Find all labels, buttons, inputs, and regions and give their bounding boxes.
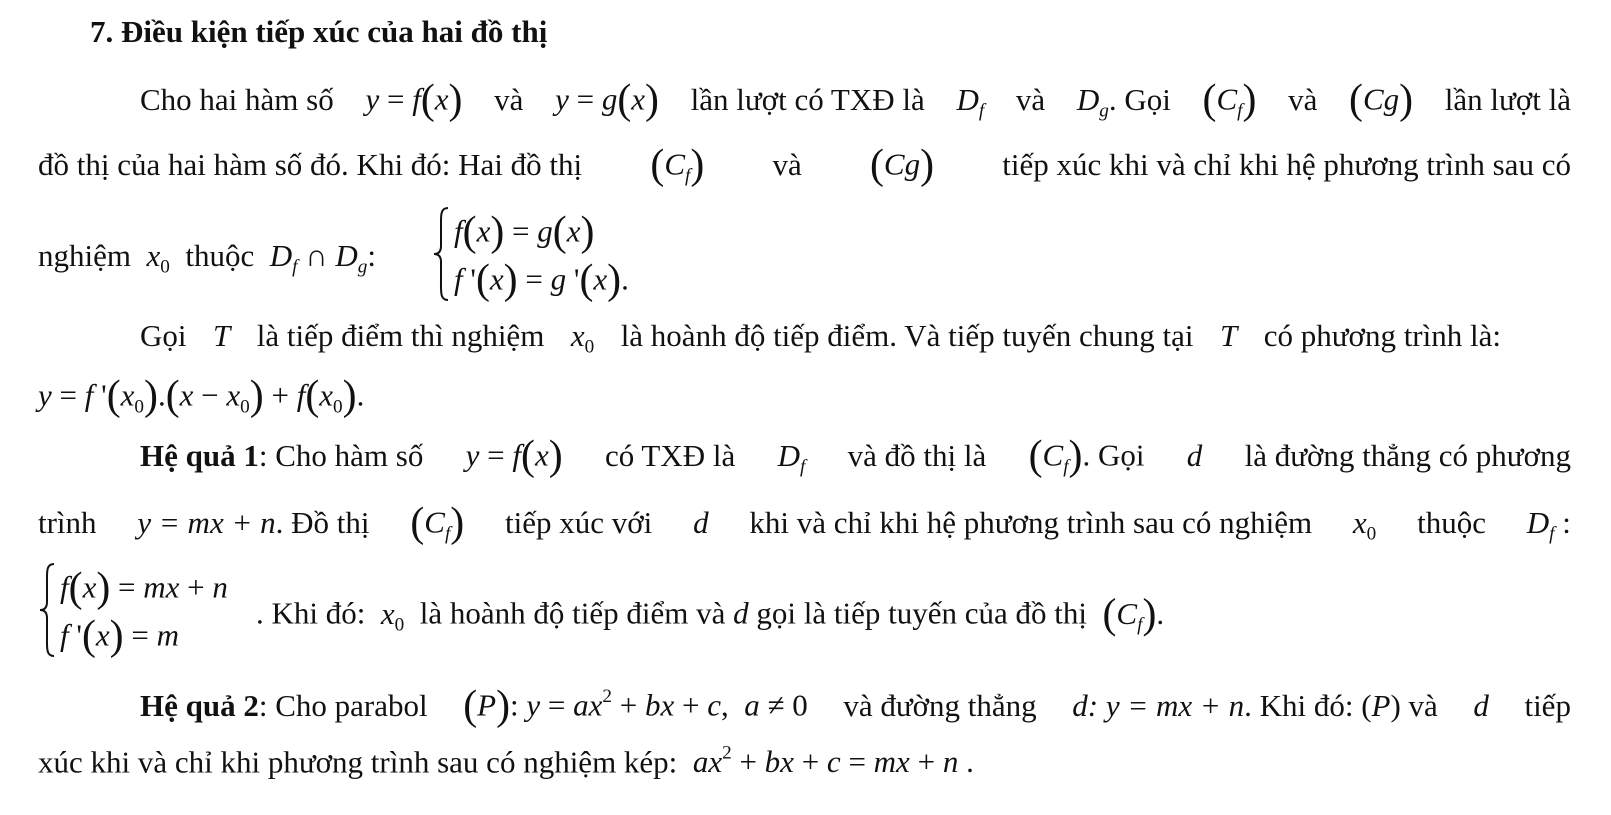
formula-x0: $x_0$ bbox=[1352, 504, 1377, 545]
formula-x0: $x_0$ bbox=[146, 238, 170, 278]
formula-Cf: $(C_f)$ bbox=[650, 142, 705, 188]
text: thuộc bbox=[185, 238, 255, 273]
text: xúc khi và chỉ khi phương trình sau có nghiệm kép: bbox=[38, 744, 678, 780]
label-he-qua-1: Hệ quả 1: Cho hàm số bbox=[140, 437, 424, 473]
system-1-row-1: f(x) = g(x) bbox=[454, 209, 595, 255]
formula-Df: $D_f$ : bbox=[1526, 504, 1571, 545]
text: gọi là tiếp tuyến của đồ thị bbox=[756, 595, 1087, 631]
equation-system-2 bbox=[38, 562, 268, 658]
formula-double-root: $ax^2$ + bx + c = mx + n . bbox=[692, 743, 974, 780]
formula-Cf: $(C_f)$ bbox=[1202, 77, 1257, 123]
formula-Cg: (Cg) bbox=[1349, 77, 1414, 123]
formula-x0: $x_0$ bbox=[570, 318, 595, 358]
system-2-row-2: f '(x) = m bbox=[60, 613, 179, 659]
formula-Df: $D_f$ bbox=[777, 437, 806, 478]
system-1-row-2: f '(x) = g '(x). bbox=[454, 257, 629, 303]
formula-Cf: $(C_f)$ bbox=[410, 500, 465, 546]
text: và bbox=[1288, 81, 1318, 117]
text: là hoành độ tiếp điểm và bbox=[419, 595, 726, 631]
text: khi và chỉ khi hệ phương trình sau có nghiệm bbox=[749, 504, 1313, 540]
text: và bbox=[1015, 81, 1046, 117]
paragraph-1-line-1 bbox=[140, 76, 1571, 124]
paragraph-3-line-1 bbox=[140, 432, 1571, 480]
text: lần lượt có TXĐ là bbox=[690, 81, 925, 117]
formula-Cf: $(C_f)$. bbox=[1102, 591, 1165, 637]
paragraph-1-line-2 bbox=[38, 141, 1571, 189]
text: trình bbox=[38, 504, 97, 540]
formula-line-eq: y = mx + n. Đồ thị bbox=[137, 504, 370, 540]
variable-d: d bbox=[733, 595, 749, 631]
paragraph-2-line-1 bbox=[140, 318, 1501, 359]
text: . Khi đó: bbox=[256, 595, 366, 631]
paragraph-4-line-2 bbox=[38, 743, 974, 780]
text: đồ thị của hai hàm số đó. Khi đó: Hai đồ thị bbox=[38, 146, 583, 182]
text: tiếp xúc khi và chỉ khi hệ phương trình sau có bbox=[1002, 146, 1571, 182]
text: lần lượt là bbox=[1444, 81, 1571, 117]
equation-system-1 bbox=[432, 206, 662, 302]
text: tiếp bbox=[1524, 687, 1571, 723]
formula-Cg: (Cg) bbox=[869, 142, 935, 188]
variable-d: d bbox=[1473, 687, 1489, 723]
variable-d: d bbox=[693, 504, 709, 540]
formula-y-f: y = f(x) bbox=[365, 77, 463, 123]
text: nghiệm bbox=[38, 238, 131, 273]
paragraph-4-line-1 bbox=[140, 682, 1571, 730]
formula-y-g: y = g(x) bbox=[555, 77, 659, 123]
text: tiếp xúc với bbox=[505, 504, 653, 540]
text: và bbox=[772, 146, 802, 182]
formula-y-f: y = f(x) bbox=[465, 433, 563, 479]
formula-Df: $D_f$ bbox=[956, 81, 985, 122]
text: là tiếp điểm thì nghiệm bbox=[256, 318, 545, 353]
variable-T: T bbox=[213, 318, 231, 353]
text: là đường thẳng có phương bbox=[1244, 437, 1571, 473]
variable-d: d bbox=[1186, 437, 1203, 473]
text: là hoành độ tiếp điểm. Và tiếp tuyến chung tại bbox=[620, 318, 1194, 353]
variable-T: T bbox=[1219, 318, 1238, 353]
text: và đường thẳng bbox=[843, 687, 1037, 723]
brace-icon bbox=[38, 562, 56, 658]
text: và đồ thị là bbox=[847, 437, 987, 473]
paragraph-3-line-2 bbox=[38, 499, 1571, 547]
label-he-qua-2: Hệ quả 2: Cho parabol bbox=[140, 687, 428, 723]
paragraph-3-line-3 bbox=[256, 590, 1164, 638]
formula-parabola: (P): $y = ax^2$ + bx + c, a ≠ 0 bbox=[463, 683, 808, 729]
text: Gọi bbox=[140, 318, 187, 353]
formula-Cf: $(C_f)$. Gọi bbox=[1028, 433, 1145, 479]
system-2-row-1: f(x) = mx + n bbox=[60, 565, 228, 611]
brace-icon bbox=[432, 206, 450, 302]
text: Cho hai hàm số bbox=[140, 81, 334, 117]
formula-line-d: d: y = mx + n. Khi đó: (P) và bbox=[1072, 687, 1438, 723]
text: có TXĐ là bbox=[604, 437, 736, 473]
text: thuộc bbox=[1417, 504, 1486, 540]
text: và bbox=[494, 81, 524, 117]
formula-x0: $x_0$ bbox=[380, 595, 405, 636]
formula-Dg: $D_g$. Gọi bbox=[1076, 81, 1171, 122]
paragraph-1-line-3: nghiệm $x_0$ thuộc $D_f$ ∩ $D_g$: bbox=[38, 238, 376, 278]
formula-Df-cap-Dg: $D_f$ ∩ $D_g$ bbox=[269, 238, 368, 278]
tangent-formula: y = f '$(x_0).(x - x_0) + f(x_0)$. bbox=[38, 373, 365, 419]
text: có phương trình là: bbox=[1263, 318, 1501, 353]
section-title: 7. Điều kiện tiếp xúc của hai đồ thị bbox=[90, 14, 548, 49]
